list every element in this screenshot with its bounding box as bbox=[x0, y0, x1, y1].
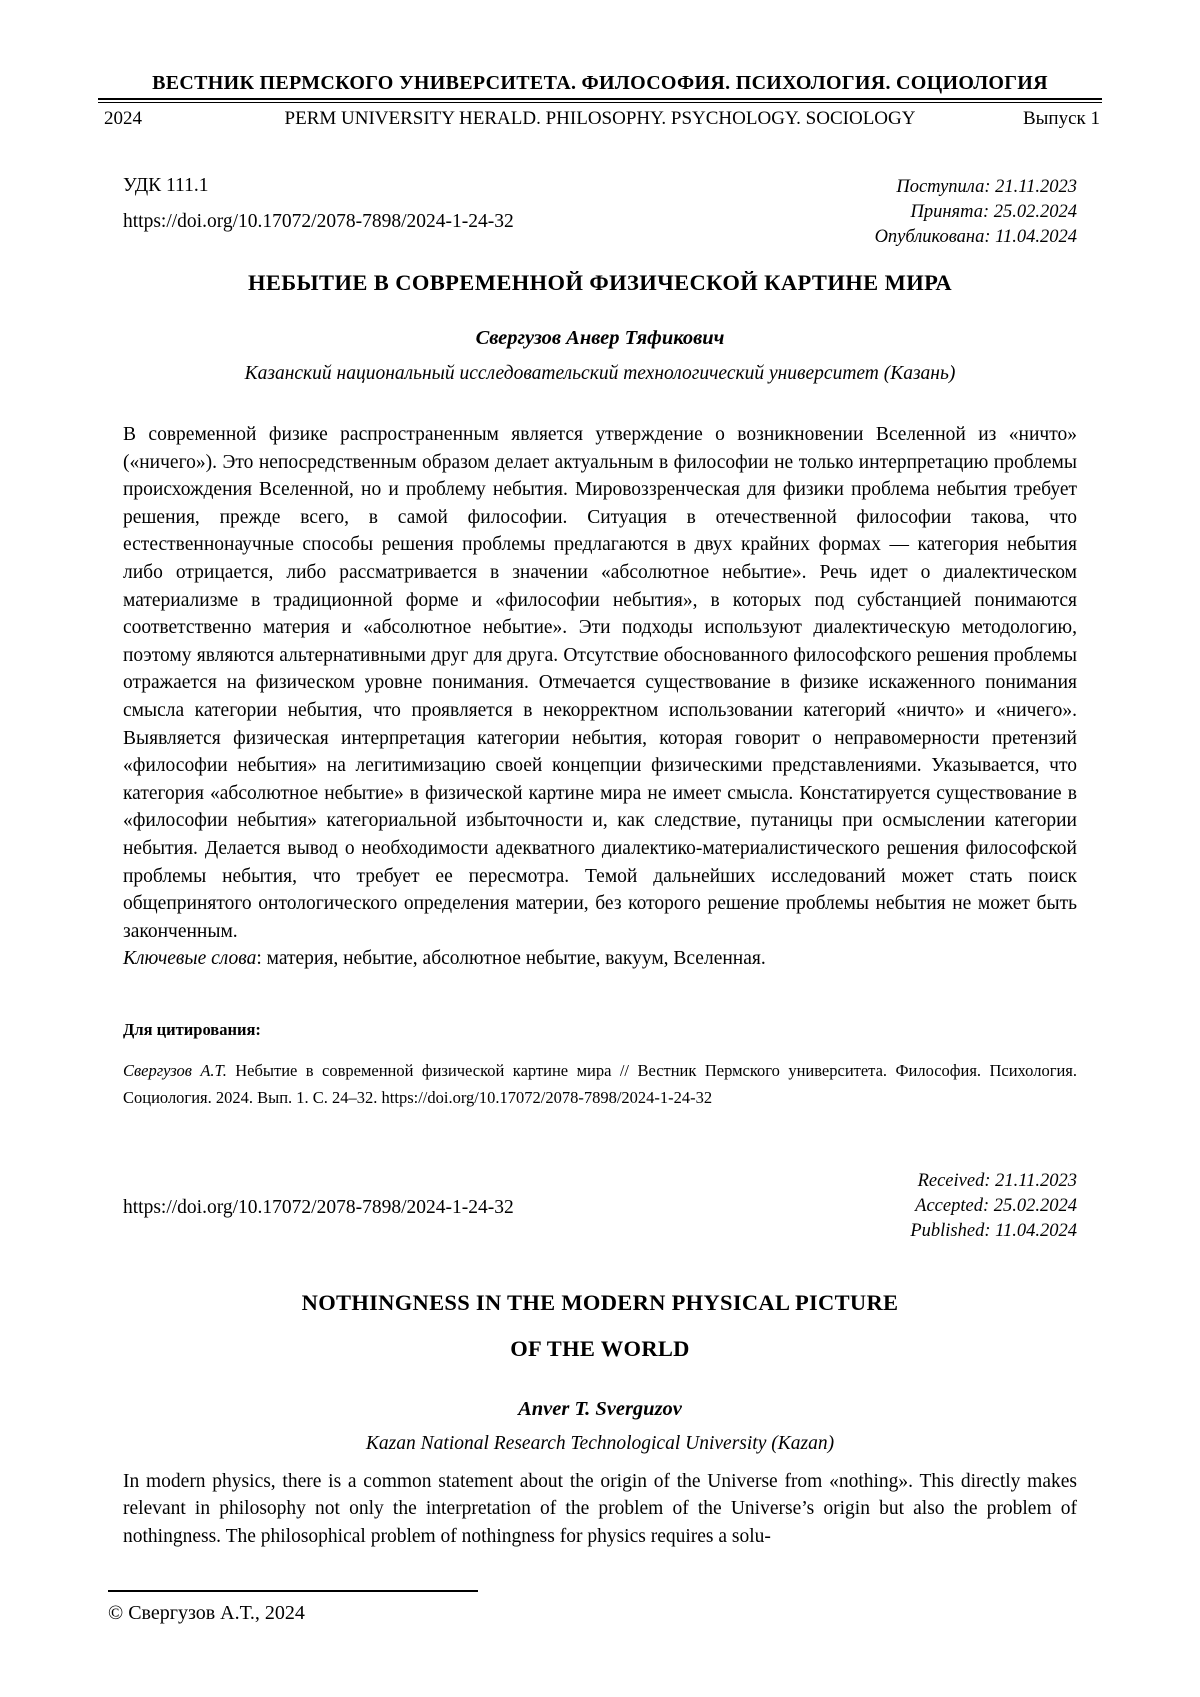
journal-issue: Выпуск 1 bbox=[1022, 108, 1100, 129]
date-received-en: Received: 21.11.2023 bbox=[917, 1170, 1077, 1191]
citation-label: Для цитирования: bbox=[123, 1019, 261, 1039]
copyright-notice: © Свергузов А.Т., 2024 bbox=[108, 1602, 305, 1624]
affiliation-ru: Казанский национальный исследовательский технологический университет (Казань) bbox=[244, 363, 956, 384]
affiliation-en: Kazan National Research Technological University (Kazan) bbox=[365, 1432, 835, 1454]
dates-en bbox=[910, 1169, 1077, 1244]
keywords-text: : материя, небытие, абсолютное небытие, вакуум, Вселенная. bbox=[256, 948, 766, 970]
meta-row-ru bbox=[123, 175, 1077, 250]
article-title-ru: НЕБЫТИЕ В СОВРЕМЕННОЙ ФИЗИЧЕСКОЙ КАРТИНЕ МИРА bbox=[247, 270, 953, 295]
journal-year: 2024 bbox=[104, 108, 142, 129]
date-published-en: Published: 11.04.2024 bbox=[910, 1220, 1077, 1241]
citation-body: Небытие в современной физической картине мира // Вестник Пермского университета. Философия. Психология. Социология. 2024. Вып. 1. С. 24–32. https://doi.org/10.17072/2078-7898/2024-1-24-32 bbox=[123, 1060, 1078, 1107]
keywords-label: Ключевые слова bbox=[123, 948, 257, 970]
date-accepted-en: Accepted: 25.02.2024 bbox=[915, 1195, 1077, 1216]
doi-link-ru[interactable]: https://doi.org/10.17072/2078-7898/2024-1-24-32 bbox=[123, 211, 514, 232]
footnote-divider bbox=[108, 1590, 478, 1592]
abstract-en: In modern physics, there is a common statement about the origin of the Universe from «nothing». This directly makes relevant in philosophy not only the interpretation of the problem of the Universe’s origin but also the problem of nothingness. The philosophical problem of nothingness for physics requires a solu- bbox=[123, 1470, 1077, 1548]
journal-header bbox=[98, 72, 1102, 132]
meta-row-en bbox=[123, 1169, 1077, 1244]
journal-title-en: PERM UNIVERSITY HERALD. PHILOSOPHY. PSYCHOLOGY. SOCIOLOGY bbox=[284, 108, 916, 129]
citation-author: Свергузов А.Т. bbox=[123, 1060, 227, 1080]
meta-left-ru bbox=[123, 175, 514, 233]
abstract-ru: В современной физике распространенным является утверждение о возникновении Вселенной из «ничто» («ничего»). Это непосредственным образом делает актуальным в философии не только интерпретацию проблемы происхождения Вселенной, но и проблему небытия. Мировоззренческая для физики проблема небытия требует решения, прежде всего, в самой философии. Ситуация в отечественной философии такова, что естественнонаучные способы решения проблемы предлагаются в двух крайних формах — категория небытия либо отрицается, либо рассматривается в значении «абсолютное небытие». Речь идет о диалектическом материализме в традиционной форме и «философии небытия», в которых под субстанцией понимаются соответственно материя и «абсолютное небытие». Эти подходы используют диалектическую методологию, поэтому являются альтернативными друг для друга. Отсутствие обоснованного философского решения проблемы отражается на физическом уровне понимания. Отмечается существование в физике искаженного понимания смысла категории небытия, что проявляется в некорректном использовании категорий «ничто» и «ничего». Выявляется физическая интерпретация категории небытия, которая говорит о неправомерности претензий «философии небытия» на легитимизацию своей концепции физическими представлениями. Указывается, что категория «абсолютное небытие» в физической картине мира не имеет смысла. Констатируется существование в «философии небытия» категориальной избыточности и, как следствие, путаницы при осмыслении категории небытия. Делается вывод о необходимости адекватного диалектико-материалистического решения философской проблемы небытия, что требует ее пересмотра. Темой дальнейших исследований может стать поиск общепринятого онтологического определения материи, без которого решение проблемы небытия не может быть законченным. bbox=[123, 424, 1077, 942]
date-received-ru: Поступила: 21.11.2023 bbox=[896, 177, 1077, 197]
header-divider bbox=[98, 98, 1102, 103]
article-title-en-line2: OF THE WORLD bbox=[510, 1335, 690, 1361]
article-content bbox=[98, 175, 1102, 1551]
keywords-line bbox=[123, 945, 1077, 973]
date-accepted-ru: Принята: 25.02.2024 bbox=[910, 202, 1077, 222]
citation-text bbox=[123, 1057, 1077, 1111]
meta-left-en bbox=[123, 1193, 514, 1219]
author-name-ru: Свергузов Анвер Тяфикович bbox=[475, 327, 725, 349]
article-title-en bbox=[123, 1280, 1077, 1372]
author-name-en: Anver T. Sverguzov bbox=[518, 1397, 682, 1420]
date-published-ru: Опубликована: 11.04.2024 bbox=[874, 227, 1077, 247]
udk-code: УДК 111.1 bbox=[123, 175, 209, 196]
journal-title-ru: ВЕСТНИК ПЕРМСКОГО УНИВЕРСИТЕТА. ФИЛОСОФИЯ. ПСИХОЛОГИЯ. СОЦИОЛОГИЯ bbox=[152, 72, 1048, 94]
dates-ru bbox=[875, 175, 1077, 250]
doi-link-en[interactable]: https://doi.org/10.17072/2078-7898/2024-1-24-32 bbox=[123, 1197, 514, 1219]
page-footer bbox=[108, 1590, 1068, 1625]
article-title-en-line1: NOTHINGNESS IN THE MODERN PHYSICAL PICTURE bbox=[301, 1289, 899, 1315]
journal-subheader bbox=[98, 108, 1102, 132]
